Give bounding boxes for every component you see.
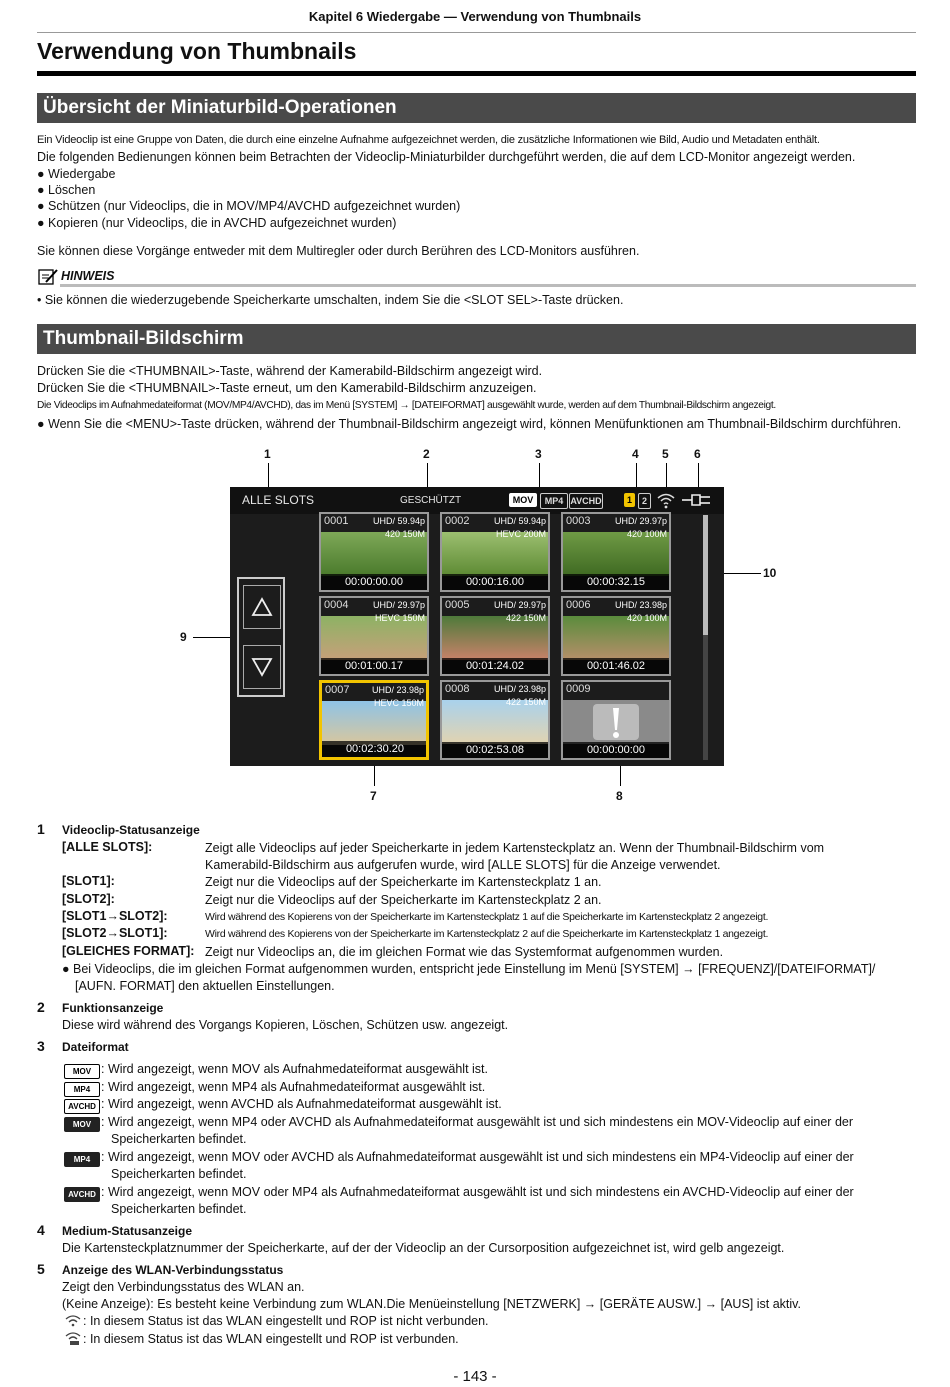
scroll-up-button[interactable]	[243, 585, 281, 629]
clip-number: 0008	[445, 683, 470, 695]
wifi-icon	[656, 491, 676, 509]
callout-line-6	[698, 463, 699, 489]
clip-number: 0003	[566, 515, 591, 527]
callout-6: 6	[694, 447, 701, 461]
clip-codec: 422 150M	[505, 697, 546, 707]
overview-paragraph-2: Die folgenden Bedienungen können beim Betrachten der Videoclip-Miniaturbilder durchgeführt werden, die auf dem LCD-Monitor angezeigt werden.	[37, 150, 856, 164]
bullet-protect: ● Schützen (nur Videoclips, die in MOV/MP4/AVCHD aufgezeichnet wurden)	[37, 199, 461, 213]
format-text: Speicherkarten befindet.	[111, 1202, 247, 1216]
status-key: [SLOT2→SLOT1]:	[62, 926, 168, 940]
format-text: : Wird angezeigt, wenn MOV oder MP4 als Aufnahmedateiformat ausgewählt ist und sich mindestens ein AVCHD-Videoclip auf einer der	[101, 1185, 854, 1199]
clip-frame-rate: UHD/ 23.98p	[493, 684, 546, 694]
thumbnail-line-3: Die Videoclips im Aufnahmedateiformat (MOV/MP4/AVCHD), das im Menü [SYSTEM] → [DATEIFORMAT] ausgewählt wurde, werden auf dem Thumbnail-Bildschirm angezeigt.	[37, 400, 776, 411]
thumbnail-clip[interactable]	[561, 596, 671, 676]
clip-timecode: 00:00:00.00	[321, 574, 427, 590]
format-text: : Wird angezeigt, wenn MP4 oder AVCHD als Aufnahmedateiformat ausgewählt ist und sich mindestens ein MOV-Videoclip auf einer der	[101, 1115, 854, 1129]
callout-line-5	[666, 463, 667, 489]
status-value: Zeigt nur die Videoclips auf der Speicherkarte im Kartensteckplatz 2 an.	[205, 893, 602, 907]
thumbnail-line-2: Drücken Sie die <THUMBNAIL>-Taste erneut, um den Kamerabild-Bildschirm anzuzeigen.	[37, 381, 537, 395]
clip-codec: 420 150M	[384, 529, 425, 539]
page-number: - 143 -	[453, 1368, 497, 1385]
clip-codec: HEVC 200M	[495, 529, 546, 539]
thumbnail-clip-error[interactable]	[561, 680, 671, 760]
callout-2: 2	[423, 447, 430, 461]
clip-timecode: 00:02:30.20	[322, 741, 428, 757]
clip-number: 0006	[566, 599, 591, 611]
thumbnail-clip[interactable]	[440, 596, 550, 676]
scrollbar[interactable]	[703, 515, 708, 760]
item-text: Die Kartensteckplatznummer der Speicherkarte, auf der der Videoclip an der Cursorposition aufgezeichnet ist, wird gelb angezeigt.	[62, 1241, 785, 1255]
scrollbar-thumb[interactable]	[703, 515, 708, 635]
format-text: : Wird angezeigt, wenn AVCHD als Aufnahmedateiformat ausgewählt ist.	[101, 1097, 502, 1111]
clip-timecode: 00:00:00:00	[563, 742, 669, 758]
status-key: [SLOT1]:	[62, 874, 115, 888]
chapter-header: Kapitel 6 Wiedergabe — Verwendung von Thumbnails	[308, 9, 642, 24]
format-text: : Wird angezeigt, wenn MOV als Aufnahmedateiformat ausgewählt ist.	[101, 1062, 488, 1076]
note-text: • Sie können die wiederzugebende Speicherkarte umschalten, indem Sie die <SLOT SEL>-Taste drücken.	[37, 293, 624, 307]
callout-line-1	[268, 463, 269, 489]
clip-timecode: 00:01:00.17	[321, 658, 427, 674]
item-text: (Keine Anzeige): Es besteht keine Verbindung zum WLAN.Die Menüeinstellung [NETZWERK] → [GERÄTE AUSW.] → [AUS] ist aktiv.	[62, 1297, 801, 1311]
mp4-badge: MP4	[64, 1082, 100, 1097]
item-text: Diese wird während des Vorgangs Kopieren, Löschen, Schützen usw. angezeigt.	[62, 1018, 509, 1032]
power-plug-icon	[682, 493, 712, 507]
media-slot-1: 1	[624, 493, 635, 507]
overview-paragraph-3: Sie können diese Vorgänge entweder mit dem Multiregler oder durch Berühren des LCD-Monitors ausführen.	[37, 244, 640, 258]
format-avchd: AVCHD	[569, 493, 603, 509]
format-mov: MOV	[509, 493, 537, 507]
bullet-copy: ● Kopieren (nur Videoclips, die in AVCHD aufgezeichnet wurden)	[37, 216, 397, 230]
callout-10: 10	[763, 566, 777, 580]
wifi-icon	[65, 1314, 81, 1328]
avchd-badge-filled: AVCHD	[64, 1187, 100, 1202]
thumbnail-clip[interactable]	[440, 512, 550, 592]
callout-8: 8	[616, 789, 623, 803]
clip-frame-rate: UHD/ 29.97p	[493, 600, 546, 610]
thumbnail-screen	[230, 487, 724, 766]
scroll-down-button[interactable]	[243, 645, 281, 689]
clip-frame-rate: UHD/ 23.98p	[371, 685, 424, 695]
clip-frame-rate: UHD/ 29.97p	[614, 516, 667, 526]
status-key: [SLOT1→SLOT2]:	[62, 909, 168, 923]
callout-3: 3	[535, 447, 542, 461]
format-text: : Wird angezeigt, wenn MOV oder AVCHD als Aufnahmedateiformat ausgewählt ist und sich mindestens ein MP4-Videoclip auf einer der	[101, 1150, 854, 1164]
thumbnail-line-4: ● Wenn Sie die <MENU>-Taste drücken, während der Thumbnail-Bildschirm angezeigt wird, können Menüfunktionen am Thumbnail-Bildschirm durchführen.	[37, 417, 902, 431]
format-text: Speicherkarten befindet.	[111, 1132, 247, 1146]
clip-codec: 422 150M	[505, 613, 546, 623]
callout-7: 7	[370, 789, 377, 803]
section-title-overview: Übersicht der Miniaturbild-Operationen	[37, 93, 916, 123]
item-heading: Dateiformat	[62, 1040, 129, 1054]
wifi-status-text: : In diesem Status ist das WLAN eingestellt und ROP ist verbunden.	[83, 1332, 459, 1346]
media-slot-2: 2	[638, 493, 651, 509]
format-text: : Wird angezeigt, wenn MP4 als Aufnahmedateiformat ausgewählt ist.	[101, 1080, 486, 1094]
clip-frame-rate: UHD/ 59.94p	[372, 516, 425, 526]
clip-timecode: 00:02:53.08	[442, 742, 548, 758]
bullet-playback: ● Wiedergabe	[37, 167, 116, 181]
thumbnail-clip[interactable]	[319, 596, 429, 676]
wifi-connected-icon	[65, 1331, 81, 1346]
note-rule	[60, 284, 916, 287]
note-pencil-icon	[38, 268, 58, 286]
clip-frame-rate: UHD/ 29.97p	[372, 600, 425, 610]
item-heading: Videoclip-Statusanzeige	[62, 823, 200, 837]
clip-timecode: 00:00:16.00	[442, 574, 548, 590]
format-text: Speicherkarten befindet.	[111, 1167, 247, 1181]
item-heading: Funktionsanzeige	[62, 1001, 164, 1015]
status-value: Zeigt alle Videoclips auf jeder Speicherkarte in jedem Kartensteckplatz an. Wenn der Thumbnail-Bildschirm vom	[205, 841, 825, 855]
clip-number: 0004	[324, 599, 349, 611]
clip-codec: 420 100M	[626, 613, 667, 623]
title-rule	[37, 71, 916, 76]
status-note: [AUFN. FORMAT] den aktuellen Einstellungen.	[75, 979, 335, 993]
mp4-badge-filled: MP4	[64, 1152, 100, 1167]
status-key: [SLOT2]:	[62, 892, 115, 906]
clip-frame-rate: UHD/ 23.98p	[614, 600, 667, 610]
item-number: 4	[37, 1222, 45, 1238]
callout-9: 9	[180, 630, 187, 644]
status-key: [GLEICHES FORMAT]:	[62, 944, 195, 958]
clip-timecode: 00:00:32.15	[563, 574, 669, 590]
clip-timecode: 00:01:24.02	[442, 658, 548, 674]
triangle-down-icon	[244, 646, 280, 688]
clip-preview-image	[563, 700, 669, 744]
function-display: GESCHÜTZT	[400, 495, 462, 506]
item-heading: Anzeige des WLAN-Verbindungsstatus	[62, 1263, 284, 1277]
status-note: ● Bei Videoclips, die im gleichen Format aufgenommen wurden, entspricht jede Einstellung im Menü [SYSTEM] → [FREQUENZ]/[DATEIFORMAT]/	[62, 962, 876, 976]
thumbnail-clip-selected[interactable]	[319, 680, 429, 760]
callout-1: 1	[264, 447, 271, 461]
thumbnail-line-1: Drücken Sie die <THUMBNAIL>-Taste, während der Kamerabild-Bildschirm angezeigt wird.	[37, 364, 543, 378]
clip-number: 0001	[324, 515, 349, 527]
status-bar	[230, 487, 724, 514]
format-mp4: MP4	[540, 493, 568, 509]
warning-icon	[563, 700, 669, 744]
wifi-status-text: : In diesem Status ist das WLAN eingestellt und ROP ist nicht verbunden.	[83, 1314, 489, 1328]
status-value: Wird während des Kopierens von der Speicherkarte im Kartensteckplatz 1 auf die Speicherkarte im Kartensteckplatz 2 angezeigt.	[205, 911, 769, 923]
item-text: Zeigt den Verbindungsstatus des WLAN an.	[62, 1280, 305, 1294]
thumbnail-clip[interactable]	[440, 680, 550, 760]
bullet-delete: ● Löschen	[37, 183, 96, 197]
triangle-up-icon	[244, 586, 280, 628]
callout-4: 4	[632, 447, 639, 461]
thumbnail-clip[interactable]	[561, 512, 671, 592]
mov-badge-filled: MOV	[64, 1117, 100, 1132]
avchd-badge: AVCHD	[64, 1099, 100, 1114]
clip-number: 0002	[445, 515, 470, 527]
page-title: Verwendung von Thumbnails	[37, 38, 357, 64]
status-key: [ALLE SLOTS]:	[62, 840, 153, 854]
clip-codec: HEVC 150M	[374, 613, 425, 623]
section-title-thumbnail: Thumbnail-Bildschirm	[37, 324, 916, 354]
status-value: Wird während des Kopierens von der Speicherkarte im Kartensteckplatz 2 auf die Speicherkarte im Kartensteckplatz 1 angezeigt.	[205, 928, 769, 940]
item-number: 1	[37, 821, 45, 837]
mov-badge: MOV	[64, 1064, 100, 1079]
note-label: HINWEIS	[61, 269, 115, 283]
status-value: Zeigt nur die Videoclips auf der Speicherkarte im Kartensteckplatz 1 an.	[205, 875, 602, 889]
scroll-panel	[237, 577, 285, 697]
slot-status: ALLE SLOTS	[242, 493, 315, 507]
clip-frame-rate: UHD/ 59.94p	[493, 516, 546, 526]
item-heading: Medium-Statusanzeige	[62, 1224, 193, 1238]
item-number: 3	[37, 1038, 45, 1054]
thumbnail-clip[interactable]	[319, 512, 429, 592]
item-number: 2	[37, 999, 45, 1015]
clip-timecode: 00:01:46.02	[563, 658, 669, 674]
status-value: Kamerabild-Bildschirm aus aufgerufen wurde, wird [ALLE SLOTS] für die Anzeige verwendet.	[205, 858, 721, 872]
clip-number: 0005	[445, 599, 470, 611]
clip-codec: HEVC 150M	[373, 698, 424, 708]
clip-number: 0009	[566, 683, 591, 695]
header-rule	[37, 32, 916, 33]
item-number: 5	[37, 1261, 45, 1277]
overview-paragraph-1: Ein Videoclip ist eine Gruppe von Daten, die durch eine einzelne Aufnahme aufgezeichnet werden, die zusätzliche Informationen wie Bild, Audio und Metadaten enthält.	[37, 134, 820, 146]
callout-5: 5	[662, 447, 669, 461]
clip-codec: 420 100M	[626, 529, 667, 539]
clip-number: 0007	[325, 684, 350, 696]
status-value: Zeigt nur Videoclips an, die im gleichen Format wie das Systemformat aufgenommen wurden.	[205, 945, 724, 959]
